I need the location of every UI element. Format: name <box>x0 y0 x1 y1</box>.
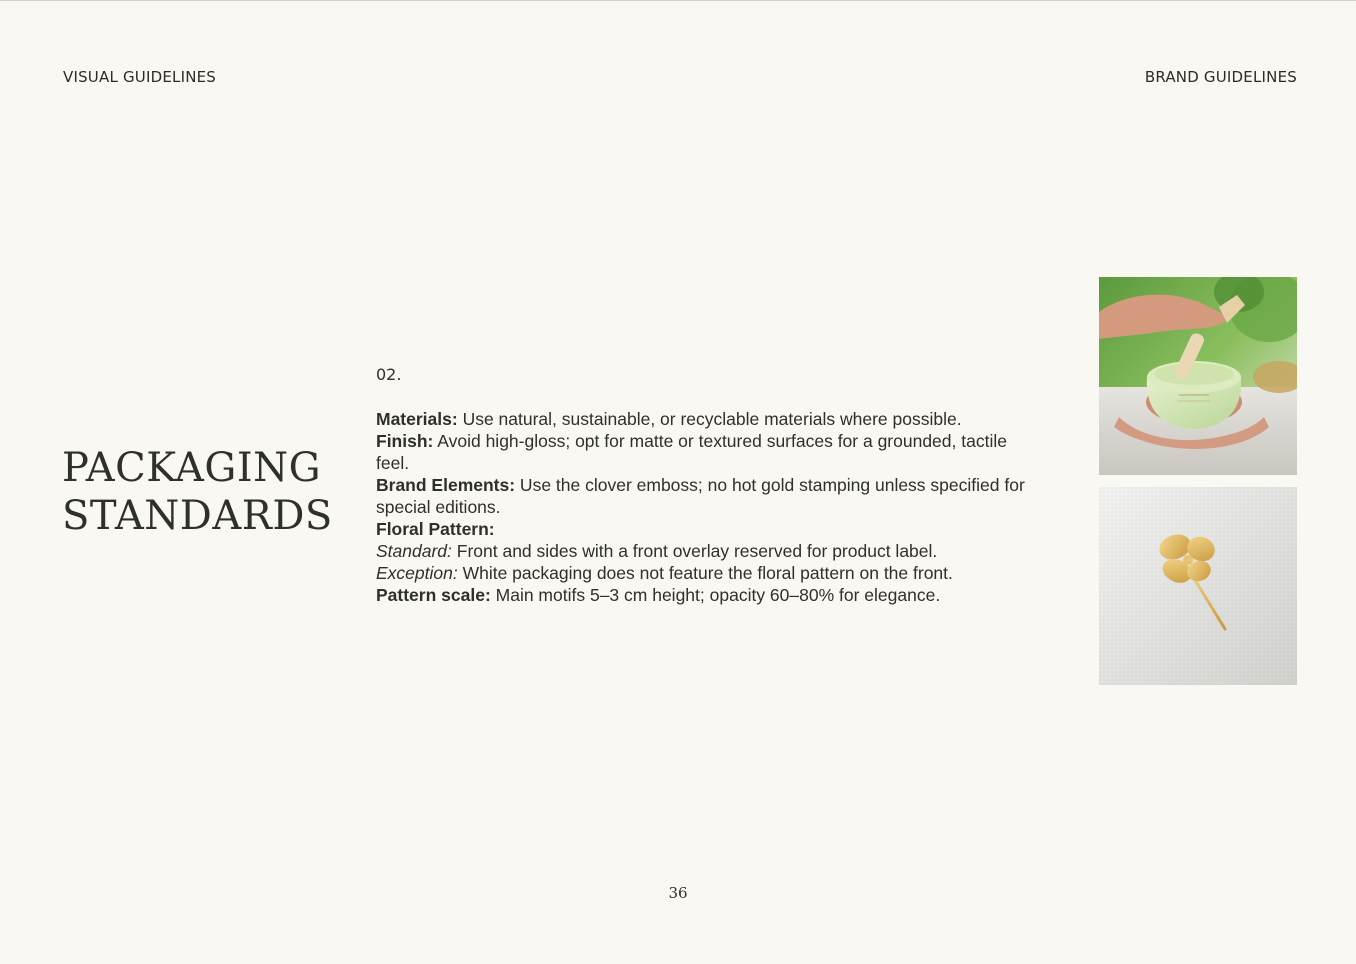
materials-label: Materials: <box>376 409 458 429</box>
product-jar-photo <box>1099 277 1297 475</box>
exception-paragraph <box>376 562 1026 584</box>
clover-emboss-photo <box>1099 487 1297 685</box>
exception-text: White packaging does not feature the floral pattern on the front. <box>457 563 953 583</box>
exception-label: Exception: <box>376 563 458 583</box>
brand-elements-label: Brand Elements: <box>376 475 516 495</box>
finish-text: Avoid high-gloss; opt for matte or textured surfaces for a grounded, tactile feel. <box>376 431 1007 473</box>
brand-elements-text: Use the clover emboss; no hot gold stamping unless specified for special editions. <box>376 475 1025 517</box>
pattern-scale-label: Pattern scale: <box>376 585 491 605</box>
header-section-label: VISUAL GUIDELINES <box>63 68 217 86</box>
clover-emboss-illustration <box>1099 487 1297 685</box>
floral-pattern-heading <box>376 518 1026 540</box>
brand-elements-paragraph <box>376 474 1026 518</box>
pattern-scale-text: Main motifs 5–3 cm height; opacity 60–80% for elegance. <box>490 585 941 605</box>
materials-text: Use natural, sustainable, or recyclable materials where possible. <box>457 409 962 429</box>
materials-paragraph <box>376 408 1026 430</box>
finish-label: Finish: <box>376 431 434 451</box>
product-jar-illustration <box>1099 277 1297 475</box>
floral-pattern-label: Floral Pattern: <box>376 519 495 539</box>
top-divider <box>0 0 1356 1</box>
page-number: 36 <box>668 884 688 902</box>
pattern-scale-paragraph <box>376 584 1026 606</box>
finish-paragraph <box>376 430 1026 474</box>
page-title-line-2: STANDARDS <box>62 493 333 539</box>
page-title-line-1: PACKAGING <box>62 445 322 491</box>
standard-label: Standard: <box>376 541 452 561</box>
page-title <box>62 444 362 540</box>
standard-text: Front and sides with a front overlay reserved for product label. <box>451 541 938 561</box>
standard-paragraph <box>376 540 1026 562</box>
packaging-guidelines-text <box>376 408 1026 606</box>
header-document-label: BRAND GUIDELINES <box>1144 68 1297 86</box>
section-number: 02. <box>376 365 402 384</box>
